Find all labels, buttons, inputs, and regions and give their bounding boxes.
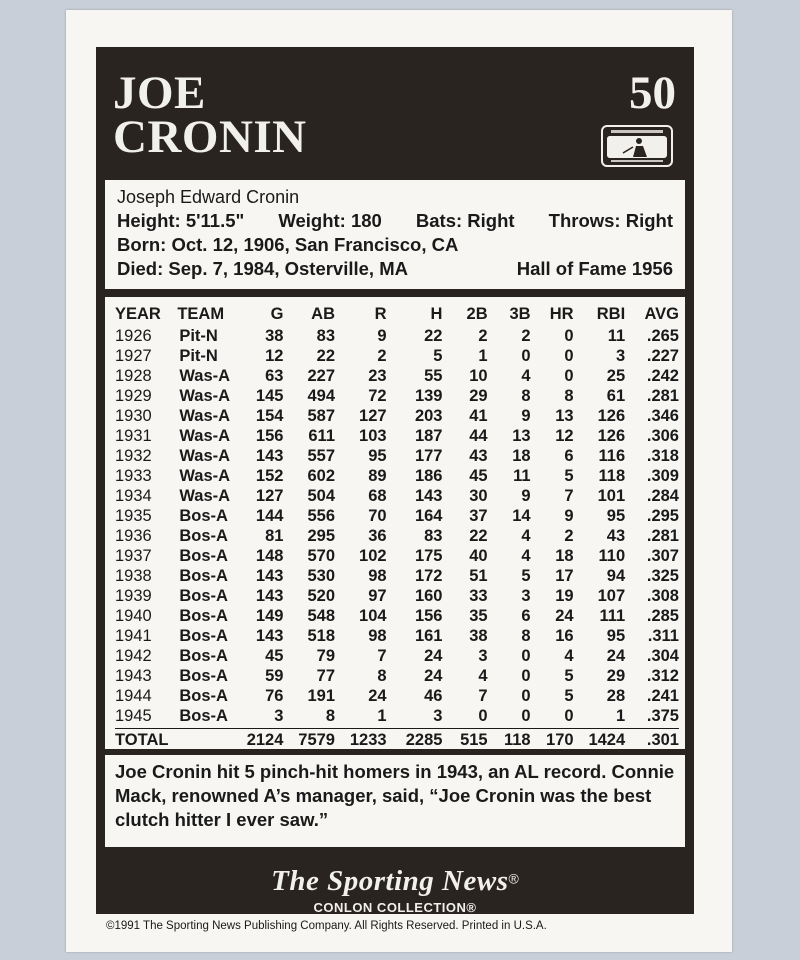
table-row — [115, 606, 679, 626]
cell-g: 145 — [255, 387, 284, 405]
table-row — [115, 546, 679, 566]
cell-hr: 12 — [555, 427, 574, 445]
cell-hr: 17 — [555, 567, 574, 585]
cell-r: 102 — [359, 547, 387, 565]
cell-h: 5 — [433, 347, 443, 365]
cell-ab: 518 — [307, 627, 335, 645]
cell-avg: .318 — [646, 447, 679, 465]
cell-r: 89 — [368, 467, 387, 485]
cell-g: 143 — [255, 567, 284, 585]
stats-table — [115, 302, 679, 751]
cell-year: 1934 — [115, 487, 152, 505]
cell-team: Was-A — [179, 407, 231, 425]
cell-r: 104 — [359, 607, 387, 625]
cell-h: 55 — [424, 367, 443, 385]
born-row — [117, 233, 673, 257]
cell-avg: .307 — [646, 547, 679, 565]
died-row — [117, 257, 673, 281]
cell-h: 22 — [424, 327, 443, 345]
cell-r: 98 — [368, 567, 387, 585]
total-cell-avg: .301 — [646, 731, 679, 749]
cell-g: 127 — [255, 487, 284, 505]
cell-team: Bos-A — [179, 667, 228, 685]
cell-2b: 44 — [469, 427, 488, 445]
cell-3b: 14 — [512, 507, 531, 525]
cell-g: 143 — [255, 627, 284, 645]
cell-rbi: 126 — [597, 407, 626, 425]
total-cell-rbi: 1424 — [588, 731, 626, 749]
cell-team: Bos-A — [179, 687, 228, 705]
cell-rbi: 29 — [606, 667, 626, 685]
full-name: Joseph Edward Cronin — [117, 187, 300, 207]
cell-rbi: 126 — [597, 427, 626, 445]
cell-2b: 43 — [469, 447, 488, 465]
cell-2b: 33 — [469, 587, 488, 605]
cell-h: 177 — [414, 447, 443, 465]
weight: Weight: 180 — [278, 210, 382, 231]
cell-year: 1931 — [115, 427, 152, 445]
cell-r: 68 — [368, 487, 387, 505]
cell-year: 1933 — [115, 467, 152, 485]
cell-h: 175 — [414, 547, 443, 565]
cell-2b: 0 — [478, 707, 488, 725]
cell-h: 156 — [414, 607, 443, 625]
cell-3b: 9 — [521, 407, 531, 425]
cell-hr: 5 — [564, 467, 574, 485]
cell-r: 9 — [377, 327, 387, 345]
cell-year: 1927 — [115, 347, 152, 365]
cell-r: 95 — [368, 447, 387, 465]
cell-2b: 38 — [469, 627, 488, 645]
cell-g: 143 — [255, 447, 284, 465]
cell-g: 38 — [265, 327, 284, 345]
table-row — [115, 426, 679, 446]
cell-2b: 30 — [469, 487, 488, 505]
cell-team: Was-A — [179, 427, 231, 445]
table-row — [115, 486, 679, 506]
cell-avg: .295 — [646, 507, 679, 525]
cell-3b: 13 — [512, 427, 531, 445]
registered-mark: ® — [508, 870, 519, 887]
cell-ab: 557 — [307, 447, 335, 465]
cell-3b: 0 — [521, 647, 531, 665]
cell-g: 144 — [255, 507, 284, 525]
cell-h: 46 — [424, 687, 443, 705]
cell-avg: .325 — [646, 567, 679, 585]
table-row — [115, 706, 679, 726]
cell-avg: .241 — [646, 687, 679, 705]
cell-hr: 8 — [564, 387, 574, 405]
cell-h: 187 — [414, 427, 443, 445]
cell-rbi: 111 — [599, 607, 626, 625]
cell-3b: 0 — [521, 707, 531, 725]
cell-rbi: 24 — [606, 647, 626, 665]
cell-rbi: 118 — [598, 467, 626, 485]
cell-rbi: 28 — [606, 687, 626, 705]
cell-rbi: 1 — [615, 707, 626, 725]
cell-r: 103 — [359, 427, 387, 445]
cell-year: 1936 — [115, 527, 152, 545]
cell-3b: 6 — [521, 607, 531, 625]
cell-year: 1929 — [115, 387, 152, 405]
cell-team: Bos-A — [179, 647, 228, 665]
cell-2b: 45 — [469, 467, 488, 485]
total-cell-year: TOTAL — [115, 731, 169, 749]
table-row — [115, 366, 679, 386]
cell-ab: 520 — [307, 587, 335, 605]
cell-g: 12 — [265, 347, 284, 365]
table-row — [115, 446, 679, 466]
cell-year: 1943 — [115, 667, 152, 685]
bats: Bats: Right — [415, 210, 515, 231]
cell-3b: 4 — [521, 527, 531, 545]
cell-h: 143 — [414, 487, 443, 505]
column-header-year: YEAR — [115, 305, 161, 323]
cell-ab: 83 — [316, 327, 335, 345]
cell-rbi: 110 — [598, 547, 626, 565]
cell-h: 160 — [414, 587, 443, 605]
cell-rbi: 95 — [606, 507, 626, 525]
cell-g: 148 — [255, 547, 284, 565]
cell-ab: 570 — [307, 547, 335, 565]
cell-r: 70 — [368, 507, 387, 525]
table-row — [115, 386, 679, 406]
cell-hr: 0 — [564, 347, 574, 365]
table-row — [115, 466, 679, 486]
cell-3b: 18 — [512, 447, 531, 465]
cell-r: 23 — [368, 367, 387, 385]
table-row — [115, 326, 679, 346]
cell-r: 98 — [368, 627, 387, 645]
table-row — [115, 526, 679, 546]
cell-avg: .308 — [646, 587, 679, 605]
stats-panel — [105, 297, 685, 749]
cell-ab: 77 — [316, 667, 335, 685]
cell-hr: 0 — [564, 367, 574, 385]
cell-year: 1937 — [115, 547, 152, 565]
cell-3b: 11 — [513, 467, 531, 485]
cell-rbi: 116 — [598, 447, 626, 465]
cell-ab: 504 — [307, 487, 335, 505]
cell-year: 1932 — [115, 447, 152, 465]
cell-team: Was-A — [179, 367, 231, 385]
born: Born: Oct. 12, 1906, San Francisco, CA — [117, 234, 459, 255]
cell-hr: 5 — [564, 667, 574, 685]
cell-2b: 2 — [478, 327, 488, 345]
cell-avg: .304 — [646, 647, 679, 665]
total-cell-g: 2124 — [246, 731, 284, 749]
cell-ab: 611 — [308, 427, 335, 445]
physical-row — [117, 209, 673, 233]
height: Height: 5'11.5" — [117, 210, 245, 231]
table-row — [115, 406, 679, 426]
cell-g: 143 — [255, 587, 284, 605]
cell-team: Was-A — [179, 467, 231, 485]
cell-team: Was-A — [179, 487, 231, 505]
cell-avg: .242 — [646, 367, 679, 385]
cell-avg: .311 — [647, 627, 679, 645]
cell-ab: 494 — [307, 387, 335, 405]
cell-rbi: 11 — [607, 327, 626, 345]
cell-avg: .285 — [646, 607, 679, 625]
cell-g: 156 — [255, 427, 284, 445]
cell-ab: 530 — [307, 567, 335, 585]
cell-r: 72 — [368, 387, 387, 405]
cell-g: 63 — [265, 367, 284, 385]
cell-year: 1941 — [115, 627, 152, 645]
total-cell-ab: 7579 — [298, 731, 335, 749]
table-row — [115, 686, 679, 706]
column-header-hr: HR — [549, 305, 574, 323]
cell-team: Was-A — [179, 447, 231, 465]
cell-h: 186 — [414, 467, 443, 485]
cell-avg: .306 — [646, 427, 679, 445]
cell-team: Pit-N — [179, 347, 218, 365]
cell-avg: .265 — [646, 327, 679, 345]
cell-hr: 0 — [564, 707, 574, 725]
column-header-ab: AB — [311, 305, 335, 323]
cell-3b: 0 — [521, 667, 531, 685]
cell-r: 36 — [368, 527, 387, 545]
cell-rbi: 61 — [606, 387, 626, 405]
cell-avg: .284 — [646, 487, 679, 505]
cell-team: Bos-A — [179, 527, 228, 545]
cell-g: 154 — [255, 407, 284, 425]
cell-3b: 8 — [521, 627, 531, 645]
cell-g: 152 — [255, 467, 284, 485]
cell-avg: .309 — [646, 467, 679, 485]
cell-team: Bos-A — [179, 707, 228, 725]
hall-of-fame: Hall of Fame 1956 — [516, 258, 673, 279]
cell-hr: 2 — [564, 527, 574, 545]
player-name — [113, 67, 307, 163]
total-cell-2b: 515 — [460, 731, 488, 749]
cell-r: 127 — [359, 407, 387, 425]
cell-g: 59 — [265, 667, 284, 685]
cell-ab: 22 — [316, 347, 335, 365]
cell-year: 1926 — [115, 327, 152, 345]
total-cell-r: 1233 — [349, 731, 387, 749]
sporting-news-logo: The Sporting News — [271, 865, 509, 897]
cell-hr: 16 — [555, 627, 574, 645]
cell-year: 1944 — [115, 687, 152, 705]
card-number: 50 — [629, 67, 676, 119]
stats-header-row — [115, 302, 679, 326]
cell-ab: 79 — [316, 647, 335, 665]
total-cell-3b: 118 — [503, 731, 531, 749]
cell-2b: 22 — [469, 527, 488, 545]
table-row — [115, 626, 679, 646]
cell-hr: 18 — [555, 547, 574, 565]
cell-team: Bos-A — [179, 567, 228, 585]
cell-ab: 548 — [307, 607, 335, 625]
cell-ab: 602 — [307, 467, 335, 485]
cell-2b: 1 — [478, 347, 488, 365]
cell-h: 24 — [424, 647, 443, 665]
total-row — [115, 729, 679, 752]
cell-year: 1938 — [115, 567, 152, 585]
cell-ab: 295 — [307, 527, 335, 545]
cell-rbi: 94 — [606, 567, 626, 585]
column-header-rbi: RBI — [596, 305, 626, 323]
cell-r: 1 — [377, 707, 387, 725]
cell-3b: 4 — [521, 367, 531, 385]
cell-year: 1935 — [115, 507, 152, 525]
cell-g: 45 — [265, 647, 284, 665]
cell-year: 1945 — [115, 707, 152, 725]
cell-team: Bos-A — [179, 607, 228, 625]
cell-avg: .227 — [646, 347, 679, 365]
card-frame — [96, 47, 694, 914]
cell-3b: 9 — [521, 487, 531, 505]
cell-hr: 7 — [564, 487, 574, 505]
cell-rbi: 25 — [606, 367, 626, 385]
cell-team: Bos-A — [179, 547, 228, 565]
column-header-r: R — [374, 305, 387, 323]
table-row — [115, 666, 679, 686]
cell-2b: 7 — [478, 687, 488, 705]
cell-ab: 191 — [307, 687, 335, 705]
cell-g: 76 — [265, 687, 284, 705]
cell-ab: 556 — [307, 507, 335, 525]
cell-2b: 40 — [469, 547, 488, 565]
cell-2b: 41 — [469, 407, 488, 425]
cell-3b: 8 — [521, 387, 531, 405]
cell-2b: 10 — [469, 367, 488, 385]
cell-team: Bos-A — [179, 627, 228, 645]
copyright-line: ©1991 The Sporting News Publishing Company. All Rights Reserved. Printed in U.S.A. — [106, 920, 547, 932]
cell-hr: 13 — [555, 407, 574, 425]
cell-avg: .375 — [646, 707, 679, 725]
table-row — [115, 646, 679, 666]
cell-2b: 29 — [469, 387, 488, 405]
total-cell-h: 2285 — [405, 731, 443, 749]
brand-block — [96, 865, 694, 915]
quote-panel — [105, 755, 685, 847]
table-row — [115, 506, 679, 526]
cell-2b: 4 — [478, 667, 488, 685]
cell-h: 3 — [433, 707, 443, 725]
table-row — [115, 566, 679, 586]
column-header-g: G — [270, 305, 284, 323]
cell-h: 83 — [424, 527, 443, 545]
cell-team: Bos-A — [179, 587, 228, 605]
cell-g: 149 — [255, 607, 284, 625]
cell-3b: 5 — [521, 567, 531, 585]
cell-year: 1928 — [115, 367, 152, 385]
collection-label: CONLON COLLECTION® — [313, 900, 477, 915]
cell-h: 172 — [414, 567, 443, 585]
cell-ab: 8 — [325, 707, 335, 725]
cell-3b: 3 — [521, 587, 531, 605]
cell-year: 1939 — [115, 587, 152, 605]
column-header-h: H — [430, 305, 443, 323]
cell-3b: 0 — [521, 347, 531, 365]
cell-g: 81 — [265, 527, 284, 545]
cell-rbi: 3 — [615, 347, 626, 365]
cell-r: 7 — [377, 647, 387, 665]
cell-hr: 5 — [564, 687, 574, 705]
cell-ab: 587 — [307, 407, 335, 425]
died: Died: Sep. 7, 1984, Osterville, MA — [117, 258, 408, 279]
cell-team: Was-A — [179, 387, 231, 405]
cell-r: 8 — [377, 667, 387, 685]
cell-h: 139 — [414, 387, 443, 405]
cell-r: 24 — [368, 687, 387, 705]
cell-h: 164 — [414, 507, 443, 525]
table-row — [115, 346, 679, 366]
player-last-name: CRONIN — [113, 111, 307, 163]
cell-rbi: 101 — [597, 487, 626, 505]
total-cell-hr: 170 — [546, 731, 574, 749]
cell-hr: 0 — [564, 327, 574, 345]
trading-card-back — [66, 10, 732, 952]
cell-r: 2 — [377, 347, 387, 365]
cell-year: 1930 — [115, 407, 152, 425]
column-header-avg: AVG — [644, 305, 679, 323]
cell-avg: .346 — [646, 407, 679, 425]
cell-h: 24 — [424, 667, 443, 685]
cell-rbi: 95 — [606, 627, 626, 645]
cell-hr: 6 — [564, 447, 574, 465]
cell-3b: 4 — [521, 547, 531, 565]
cell-rbi: 43 — [606, 527, 626, 545]
player-first-name: JOE — [113, 67, 206, 119]
cell-3b: 0 — [521, 687, 531, 705]
cell-avg: .281 — [646, 527, 679, 545]
column-header-2b: 2B — [466, 305, 488, 323]
total-cell-team — [177, 729, 244, 752]
cell-3b: 2 — [521, 327, 531, 345]
cell-team: Pit-N — [179, 327, 218, 345]
cell-h: 161 — [414, 627, 443, 645]
cell-hr: 24 — [555, 607, 574, 625]
cell-2b: 37 — [469, 507, 488, 525]
throws: Throws: Right — [548, 210, 673, 231]
column-header-3b: 3B — [509, 305, 531, 323]
cell-year: 1942 — [115, 647, 152, 665]
cell-hr: 4 — [564, 647, 574, 665]
cell-2b: 35 — [469, 607, 488, 625]
cell-hr: 9 — [564, 507, 574, 525]
cell-year: 1940 — [115, 607, 152, 625]
table-row — [115, 586, 679, 606]
cell-avg: .312 — [646, 667, 679, 685]
cell-ab: 227 — [307, 367, 335, 385]
cell-hr: 19 — [555, 587, 574, 605]
cell-g: 3 — [274, 707, 284, 725]
cell-r: 97 — [368, 587, 387, 605]
mlb-logo-icon — [601, 125, 673, 167]
cell-2b: 3 — [478, 647, 488, 665]
cell-2b: 51 — [469, 567, 488, 585]
column-header-team: TEAM — [177, 305, 225, 323]
cell-avg: .281 — [646, 387, 679, 405]
cell-h: 203 — [414, 407, 443, 425]
quote-text: Joe Cronin hit 5 pinch-hit homers in 1943, an AL record. Connie Mack, renowned A’s manager, said, “Joe Cronin was the best clutch hitter I ever saw.” — [115, 761, 675, 830]
cell-rbi: 107 — [597, 587, 626, 605]
cell-team: Bos-A — [179, 507, 228, 525]
bio-panel — [105, 180, 685, 289]
